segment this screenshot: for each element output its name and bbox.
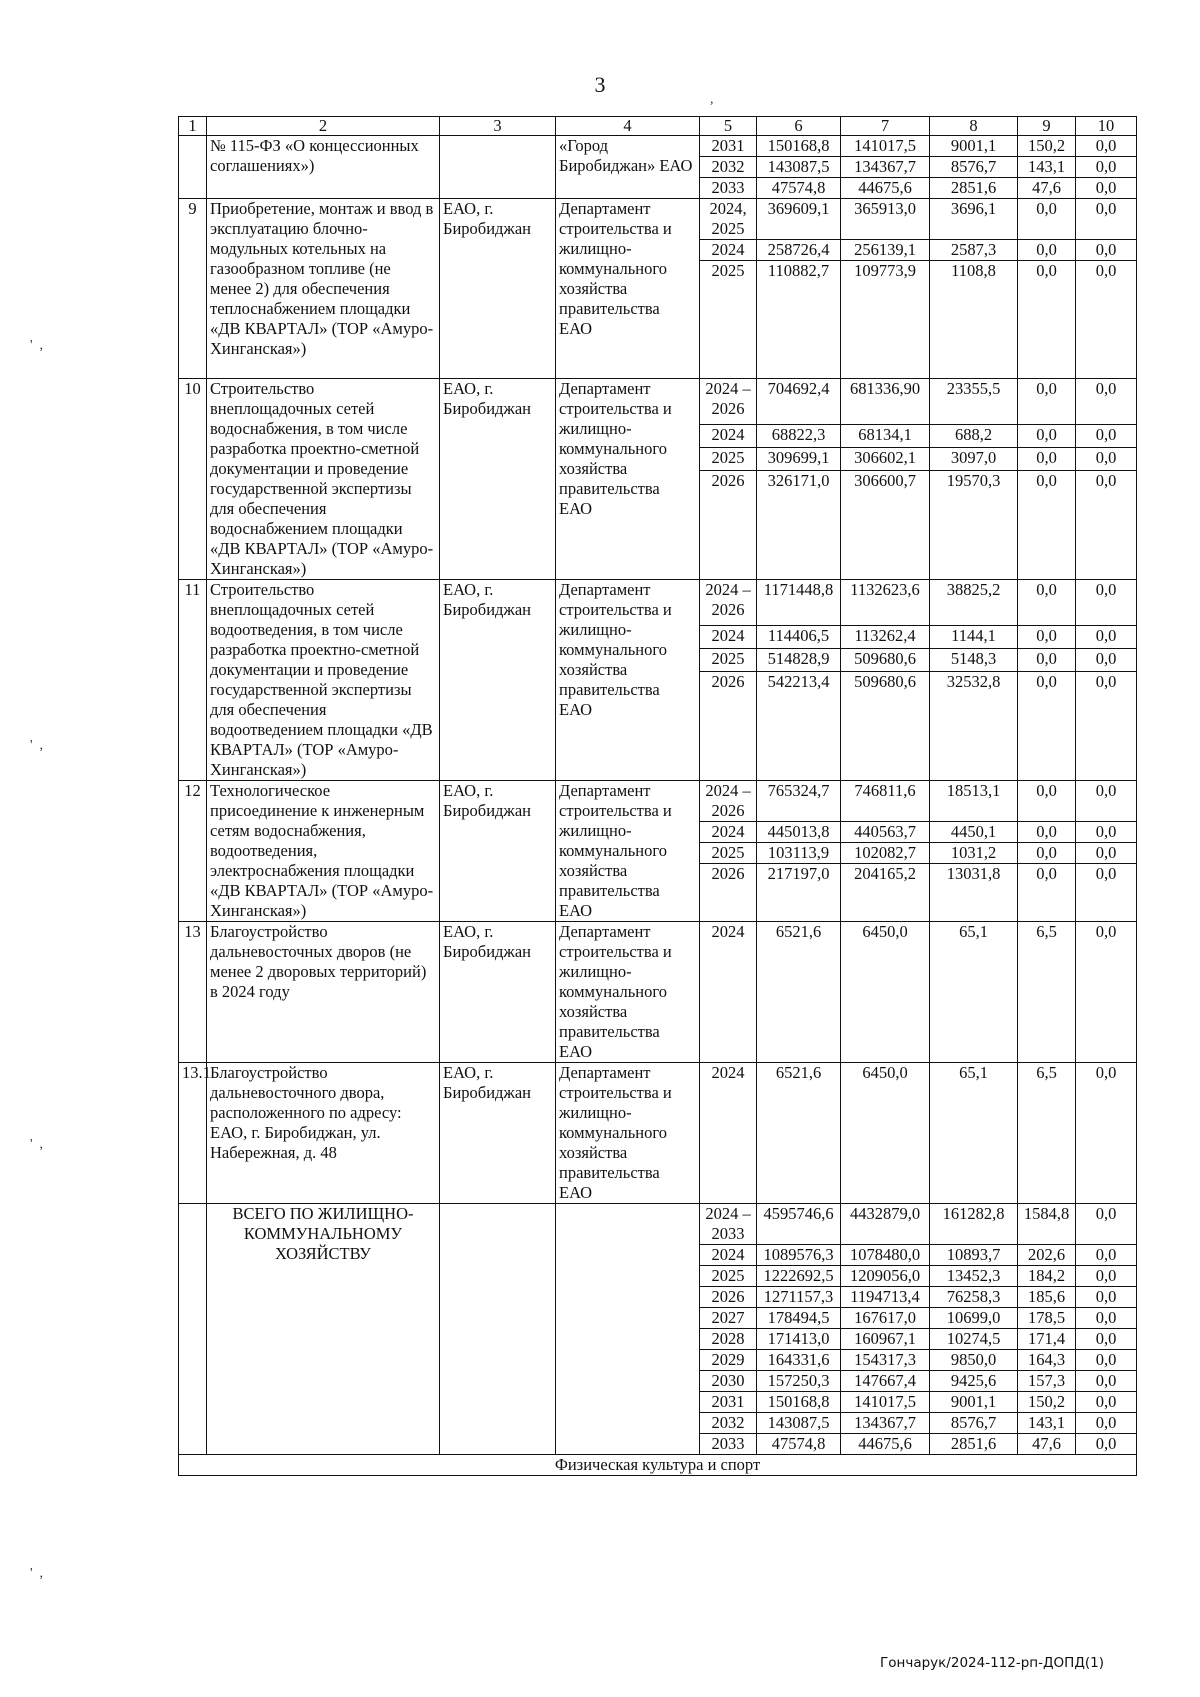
amount-cell: 134367,7 bbox=[841, 1413, 930, 1434]
year-cell: 2024 – 2033 bbox=[700, 1204, 757, 1245]
page-number: 3 bbox=[594, 72, 606, 97]
amount-cell: 2851,6 bbox=[930, 178, 1018, 199]
year-cell: 2026 bbox=[700, 672, 757, 781]
executor: «Город Биробиджан» ЕАО bbox=[556, 136, 700, 199]
column-header: 7 bbox=[841, 117, 930, 136]
amount-cell: 18513,1 bbox=[930, 781, 1018, 822]
scan-mark: ' , bbox=[30, 1566, 44, 1581]
amount-cell: 0,0 bbox=[1076, 864, 1137, 922]
amount-cell: 9850,0 bbox=[930, 1350, 1018, 1371]
amount-cell: 6450,0 bbox=[841, 1063, 930, 1204]
row-number: 11 bbox=[179, 580, 207, 781]
column-header: 5 bbox=[700, 117, 757, 136]
amount-cell: 6450,0 bbox=[841, 922, 930, 1063]
column-header: 10 bbox=[1076, 117, 1137, 136]
amount-cell: 0,0 bbox=[1018, 648, 1076, 671]
amount-cell: 258726,4 bbox=[757, 240, 841, 261]
amount-cell: 113262,4 bbox=[841, 625, 930, 648]
amount-cell: 514828,9 bbox=[757, 648, 841, 671]
amount-cell: 0,0 bbox=[1018, 447, 1076, 470]
amount-cell: 0,0 bbox=[1076, 1392, 1137, 1413]
year-cell: 2033 bbox=[700, 178, 757, 199]
year-cell: 2025 bbox=[700, 447, 757, 470]
location: ЕАО, г. Биробиджан bbox=[440, 922, 556, 1063]
year-cell: 2031 bbox=[700, 1392, 757, 1413]
amount-cell: 164,3 bbox=[1018, 1350, 1076, 1371]
amount-cell: 306600,7 bbox=[841, 471, 930, 580]
scan-mark: , bbox=[710, 92, 714, 107]
amount-cell: 0,0 bbox=[1076, 580, 1137, 626]
amount-cell: 102082,7 bbox=[841, 843, 930, 864]
amount-cell: 44675,6 bbox=[841, 178, 930, 199]
table-row bbox=[179, 199, 1137, 240]
section-footer-row bbox=[179, 1455, 1137, 1476]
amount-cell: 0,0 bbox=[1076, 240, 1137, 261]
year-cell: 2024, 2025 bbox=[700, 199, 757, 240]
amount-cell: 704692,4 bbox=[757, 379, 841, 425]
amount-cell: 369609,1 bbox=[757, 199, 841, 240]
amount-cell: 0,0 bbox=[1018, 580, 1076, 626]
amount-cell: 68822,3 bbox=[757, 424, 841, 447]
location: ЕАО, г. Биробиджан bbox=[440, 1063, 556, 1204]
year-cell: 2024 – 2026 bbox=[700, 379, 757, 425]
amount-cell: 1132623,6 bbox=[841, 580, 930, 626]
amount-cell: 147667,4 bbox=[841, 1371, 930, 1392]
amount-cell: 32532,8 bbox=[930, 672, 1018, 781]
amount-cell: 0,0 bbox=[1076, 1204, 1137, 1245]
scan-mark: ' , bbox=[30, 738, 44, 753]
row-number: 13 bbox=[179, 922, 207, 1063]
amount-cell: 365913,0 bbox=[841, 199, 930, 240]
amount-cell: 0,0 bbox=[1076, 672, 1137, 781]
measure-name: Благоустройство дальневосточного двора, расположенного по адресу: ЕАО, г. Биробиджан, ул. Набережная, д. 48 bbox=[207, 1063, 440, 1204]
executor: Департамент строительства и жилищно-коммунального хозяйства правительства ЕАО bbox=[556, 781, 700, 922]
column-header: 3 bbox=[440, 117, 556, 136]
amount-cell: 185,6 bbox=[1018, 1287, 1076, 1308]
executor: Департамент строительства и жилищно-коммунального хозяйства правительства ЕАО bbox=[556, 580, 700, 781]
amount-cell: 150,2 bbox=[1018, 1392, 1076, 1413]
amount-cell: 65,1 bbox=[930, 922, 1018, 1063]
amount-cell: 0,0 bbox=[1076, 199, 1137, 240]
amount-cell: 0,0 bbox=[1076, 1350, 1137, 1371]
amount-cell: 141017,5 bbox=[841, 136, 930, 157]
amount-cell: 23355,5 bbox=[930, 379, 1018, 425]
column-header: 8 bbox=[930, 117, 1018, 136]
amount-cell: 6521,6 bbox=[757, 1063, 841, 1204]
year-cell: 2032 bbox=[700, 1413, 757, 1434]
year-cell: 2024 bbox=[700, 240, 757, 261]
amount-cell: 110882,7 bbox=[757, 261, 841, 379]
amount-cell: 2851,6 bbox=[930, 1434, 1018, 1455]
year-cell: 2032 bbox=[700, 157, 757, 178]
amount-cell: 47574,8 bbox=[757, 178, 841, 199]
amount-cell: 1171448,8 bbox=[757, 580, 841, 626]
amount-cell: 688,2 bbox=[930, 424, 1018, 447]
amount-cell: 134367,7 bbox=[841, 157, 930, 178]
amount-cell: 0,0 bbox=[1018, 261, 1076, 379]
table-row bbox=[179, 580, 1137, 626]
measure-name: Строительство внеплощадочных сетей водоотведения, в том числе разработка проектно-сметной документации и проведение государственной экспертизы для обеспечения водоотведением площадки «ДВ КВАРТАЛ» (ТОР «Амуро-Хинганская») bbox=[207, 580, 440, 781]
column-header: 1 bbox=[179, 117, 207, 136]
year-cell: 2024 bbox=[700, 822, 757, 843]
year-cell: 2027 bbox=[700, 1308, 757, 1329]
amount-cell: 0,0 bbox=[1076, 648, 1137, 671]
amount-cell: 0,0 bbox=[1076, 447, 1137, 470]
year-cell: 2028 bbox=[700, 1329, 757, 1350]
amount-cell: 19570,3 bbox=[930, 471, 1018, 580]
amount-cell: 47,6 bbox=[1018, 1434, 1076, 1455]
amount-cell: 0,0 bbox=[1076, 157, 1137, 178]
amount-cell: 178494,5 bbox=[757, 1308, 841, 1329]
amount-cell: 143087,5 bbox=[757, 1413, 841, 1434]
amount-cell: 309699,1 bbox=[757, 447, 841, 470]
amount-cell: 509680,6 bbox=[841, 672, 930, 781]
amount-cell: 3696,1 bbox=[930, 199, 1018, 240]
executor: Департамент строительства и жилищно-коммунального хозяйства правительства ЕАО bbox=[556, 1063, 700, 1204]
amount-cell: 0,0 bbox=[1018, 471, 1076, 580]
executor: Департамент строительства и жилищно-коммунального хозяйства правительства ЕАО bbox=[556, 379, 700, 580]
amount-cell: 171413,0 bbox=[757, 1329, 841, 1350]
amount-cell: 1078480,0 bbox=[841, 1245, 930, 1266]
amount-cell: 1089576,3 bbox=[757, 1245, 841, 1266]
column-header: 2 bbox=[207, 117, 440, 136]
amount-cell: 13031,8 bbox=[930, 864, 1018, 922]
amount-cell: 8576,7 bbox=[930, 1413, 1018, 1434]
amount-cell: 0,0 bbox=[1018, 781, 1076, 822]
table-row bbox=[179, 379, 1137, 425]
amount-cell: 44675,6 bbox=[841, 1434, 930, 1455]
amount-cell: 9001,1 bbox=[930, 1392, 1018, 1413]
amount-cell: 4450,1 bbox=[930, 822, 1018, 843]
amount-cell: 161282,8 bbox=[930, 1204, 1018, 1245]
amount-cell: 157,3 bbox=[1018, 1371, 1076, 1392]
amount-cell: 4432879,0 bbox=[841, 1204, 930, 1245]
amount-cell: 143,1 bbox=[1018, 1413, 1076, 1434]
amount-cell: 47574,8 bbox=[757, 1434, 841, 1455]
amount-cell: 509680,6 bbox=[841, 648, 930, 671]
amount-cell: 0,0 bbox=[1076, 1371, 1137, 1392]
year-cell: 2031 bbox=[700, 136, 757, 157]
amount-cell: 1209056,0 bbox=[841, 1266, 930, 1287]
location: ЕАО, г. Биробиджан bbox=[440, 580, 556, 781]
amount-cell: 160967,1 bbox=[841, 1329, 930, 1350]
executor: Департамент строительства и жилищно-коммунального хозяйства правительства ЕАО bbox=[556, 922, 700, 1063]
amount-cell: 0,0 bbox=[1018, 672, 1076, 781]
amount-cell: 0,0 bbox=[1076, 178, 1137, 199]
amount-cell: 38825,2 bbox=[930, 580, 1018, 626]
amount-cell: 0,0 bbox=[1076, 1308, 1137, 1329]
amount-cell: 0,0 bbox=[1018, 625, 1076, 648]
amount-cell: 10699,0 bbox=[930, 1308, 1018, 1329]
row-number: 13.1 bbox=[179, 1063, 207, 1204]
amount-cell: 164331,6 bbox=[757, 1350, 841, 1371]
amount-cell: 0,0 bbox=[1018, 843, 1076, 864]
row-number: 9 bbox=[179, 199, 207, 379]
table-row bbox=[179, 136, 1137, 157]
year-cell: 2026 bbox=[700, 864, 757, 922]
amount-cell: 0,0 bbox=[1076, 471, 1137, 580]
amount-cell: 0,0 bbox=[1076, 1063, 1137, 1204]
amount-cell: 9001,1 bbox=[930, 136, 1018, 157]
amount-cell: 109773,9 bbox=[841, 261, 930, 379]
amount-cell: 0,0 bbox=[1076, 1266, 1137, 1287]
amount-cell: 0,0 bbox=[1076, 922, 1137, 1063]
amount-cell: 204165,2 bbox=[841, 864, 930, 922]
amount-cell: 47,6 bbox=[1018, 178, 1076, 199]
amount-cell: 746811,6 bbox=[841, 781, 930, 822]
row-number: 12 bbox=[179, 781, 207, 922]
amount-cell: 0,0 bbox=[1076, 1245, 1137, 1266]
amount-cell: 76258,3 bbox=[930, 1287, 1018, 1308]
table-row bbox=[179, 922, 1137, 1063]
measure-name: Благоустройство дальневосточных дворов (не менее 2 дворовых территорий) в 2024 году bbox=[207, 922, 440, 1063]
amount-cell: 4595746,6 bbox=[757, 1204, 841, 1245]
amount-cell: 3097,0 bbox=[930, 447, 1018, 470]
amount-cell: 178,5 bbox=[1018, 1308, 1076, 1329]
amount-cell: 9425,6 bbox=[930, 1371, 1018, 1392]
amount-cell: 114406,5 bbox=[757, 625, 841, 648]
amount-cell: 8576,7 bbox=[930, 157, 1018, 178]
amount-cell: 217197,0 bbox=[757, 864, 841, 922]
amount-cell: 13452,3 bbox=[930, 1266, 1018, 1287]
measure-name: № 115-ФЗ «О концессионных соглашениях») bbox=[207, 136, 440, 199]
amount-cell: 445013,8 bbox=[757, 822, 841, 843]
amount-cell: 326171,0 bbox=[757, 471, 841, 580]
amount-cell: 1584,8 bbox=[1018, 1204, 1076, 1245]
section-footer: Физическая культура и спорт bbox=[179, 1455, 1137, 1476]
amount-cell: 150,2 bbox=[1018, 136, 1076, 157]
amount-cell: 143087,5 bbox=[757, 157, 841, 178]
year-cell: 2024 bbox=[700, 1245, 757, 1266]
table-row bbox=[179, 781, 1137, 822]
table-row bbox=[179, 1063, 1137, 1204]
year-cell: 2024 bbox=[700, 1063, 757, 1204]
amount-cell: 1222692,5 bbox=[757, 1266, 841, 1287]
amount-cell: 681336,90 bbox=[841, 379, 930, 425]
amount-cell: 0,0 bbox=[1076, 625, 1137, 648]
year-cell: 2024 – 2026 bbox=[700, 580, 757, 626]
amount-cell: 10274,5 bbox=[930, 1329, 1018, 1350]
total-row bbox=[179, 1204, 1137, 1245]
amount-cell: 1194713,4 bbox=[841, 1287, 930, 1308]
executor: Департамент строительства и жилищно-коммунального хозяйства правительства ЕАО bbox=[556, 199, 700, 379]
amount-cell: 202,6 bbox=[1018, 1245, 1076, 1266]
measure-name: Строительство внеплощадочных сетей водоснабжения, в том числе разработка проектно-сметной документации и проведение государственной экспертизы для обеспечения водоснабжением площадки «ДВ КВАРТАЛ» (ТОР «Амуро-Хинганская») bbox=[207, 379, 440, 580]
amount-cell: 154317,3 bbox=[841, 1350, 930, 1371]
location: ЕАО, г. Биробиджан bbox=[440, 781, 556, 922]
amount-cell: 0,0 bbox=[1076, 781, 1137, 822]
amount-cell: 150168,8 bbox=[757, 136, 841, 157]
year-cell: 2025 bbox=[700, 843, 757, 864]
measure-name: Приобретение, монтаж и ввод в эксплуатацию блочно-модульных котельных на газообразном топливе (не менее 2) для обеспечения теплоснабжением площадки «ДВ КВАРТАЛ» (ТОР «Амуро-Хинганская») bbox=[207, 199, 440, 379]
amount-cell: 0,0 bbox=[1076, 424, 1137, 447]
year-cell: 2024 bbox=[700, 424, 757, 447]
amount-cell: 2587,3 bbox=[930, 240, 1018, 261]
amount-cell: 167617,0 bbox=[841, 1308, 930, 1329]
amount-cell: 171,4 bbox=[1018, 1329, 1076, 1350]
total-empty-cell bbox=[179, 1204, 207, 1455]
amount-cell: 306602,1 bbox=[841, 447, 930, 470]
year-cell: 2026 bbox=[700, 471, 757, 580]
amount-cell: 0,0 bbox=[1076, 261, 1137, 379]
amount-cell: 0,0 bbox=[1076, 1434, 1137, 1455]
location: ЕАО, г. Биробиджан bbox=[440, 199, 556, 379]
amount-cell: 542213,4 bbox=[757, 672, 841, 781]
amount-cell: 0,0 bbox=[1018, 240, 1076, 261]
amount-cell: 0,0 bbox=[1018, 822, 1076, 843]
total-empty-cell bbox=[440, 1204, 556, 1455]
amount-cell: 1031,2 bbox=[930, 843, 1018, 864]
amount-cell: 1144,1 bbox=[930, 625, 1018, 648]
table-header-row bbox=[179, 117, 1137, 136]
budget-table bbox=[178, 116, 1137, 1476]
amount-cell: 1108,8 bbox=[930, 261, 1018, 379]
amount-cell: 440563,7 bbox=[841, 822, 930, 843]
amount-cell: 6521,6 bbox=[757, 922, 841, 1063]
amount-cell: 6,5 bbox=[1018, 922, 1076, 1063]
scan-mark: ' , bbox=[30, 1137, 44, 1152]
row-number bbox=[179, 136, 207, 199]
total-empty-cell bbox=[556, 1204, 700, 1455]
amount-cell: 0,0 bbox=[1018, 379, 1076, 425]
location bbox=[440, 136, 556, 199]
amount-cell: 10893,7 bbox=[930, 1245, 1018, 1266]
year-cell: 2024 bbox=[700, 922, 757, 1063]
column-header: 6 bbox=[757, 117, 841, 136]
amount-cell: 143,1 bbox=[1018, 157, 1076, 178]
amount-cell: 157250,3 bbox=[757, 1371, 841, 1392]
amount-cell: 0,0 bbox=[1076, 136, 1137, 157]
document-code: Гончарук/2024-112-рп-ДОПД(1) bbox=[880, 1655, 1104, 1671]
amount-cell: 0,0 bbox=[1076, 822, 1137, 843]
amount-cell: 68134,1 bbox=[841, 424, 930, 447]
year-cell: 2025 bbox=[700, 648, 757, 671]
year-cell: 2025 bbox=[700, 261, 757, 379]
column-header: 9 bbox=[1018, 117, 1076, 136]
total-label: ВСЕГО ПО ЖИЛИЩНО-КОММУНАЛЬНОМУ ХОЗЯЙСТВУ bbox=[207, 1204, 440, 1455]
amount-cell: 1271157,3 bbox=[757, 1287, 841, 1308]
amount-cell: 184,2 bbox=[1018, 1266, 1076, 1287]
year-cell: 2024 bbox=[700, 625, 757, 648]
amount-cell: 256139,1 bbox=[841, 240, 930, 261]
row-number: 10 bbox=[179, 379, 207, 580]
year-cell: 2033 bbox=[700, 1434, 757, 1455]
amount-cell: 150168,8 bbox=[757, 1392, 841, 1413]
budget-table-wrapper bbox=[178, 116, 1136, 1476]
year-cell: 2026 bbox=[700, 1287, 757, 1308]
column-header: 4 bbox=[556, 117, 700, 136]
amount-cell: 0,0 bbox=[1018, 199, 1076, 240]
year-cell: 2024 – 2026 bbox=[700, 781, 757, 822]
amount-cell: 103113,9 bbox=[757, 843, 841, 864]
year-cell: 2030 bbox=[700, 1371, 757, 1392]
amount-cell: 141017,5 bbox=[841, 1392, 930, 1413]
amount-cell: 0,0 bbox=[1076, 1413, 1137, 1434]
amount-cell: 0,0 bbox=[1076, 843, 1137, 864]
scan-mark: ' , bbox=[30, 338, 44, 353]
measure-name: Технологическое присоединение к инженерным сетям водоснабжения, водоотведения, электроснабжения площадки «ДВ КВАРТАЛ» (ТОР «Амуро-Хинганская») bbox=[207, 781, 440, 922]
location: ЕАО, г. Биробиджан bbox=[440, 379, 556, 580]
amount-cell: 0,0 bbox=[1076, 379, 1137, 425]
year-cell: 2025 bbox=[700, 1266, 757, 1287]
amount-cell: 65,1 bbox=[930, 1063, 1018, 1204]
amount-cell: 5148,3 bbox=[930, 648, 1018, 671]
amount-cell: 0,0 bbox=[1076, 1287, 1137, 1308]
amount-cell: 0,0 bbox=[1018, 864, 1076, 922]
amount-cell: 6,5 bbox=[1018, 1063, 1076, 1204]
year-cell: 2029 bbox=[700, 1350, 757, 1371]
amount-cell: 765324,7 bbox=[757, 781, 841, 822]
amount-cell: 0,0 bbox=[1076, 1329, 1137, 1350]
amount-cell: 0,0 bbox=[1018, 424, 1076, 447]
